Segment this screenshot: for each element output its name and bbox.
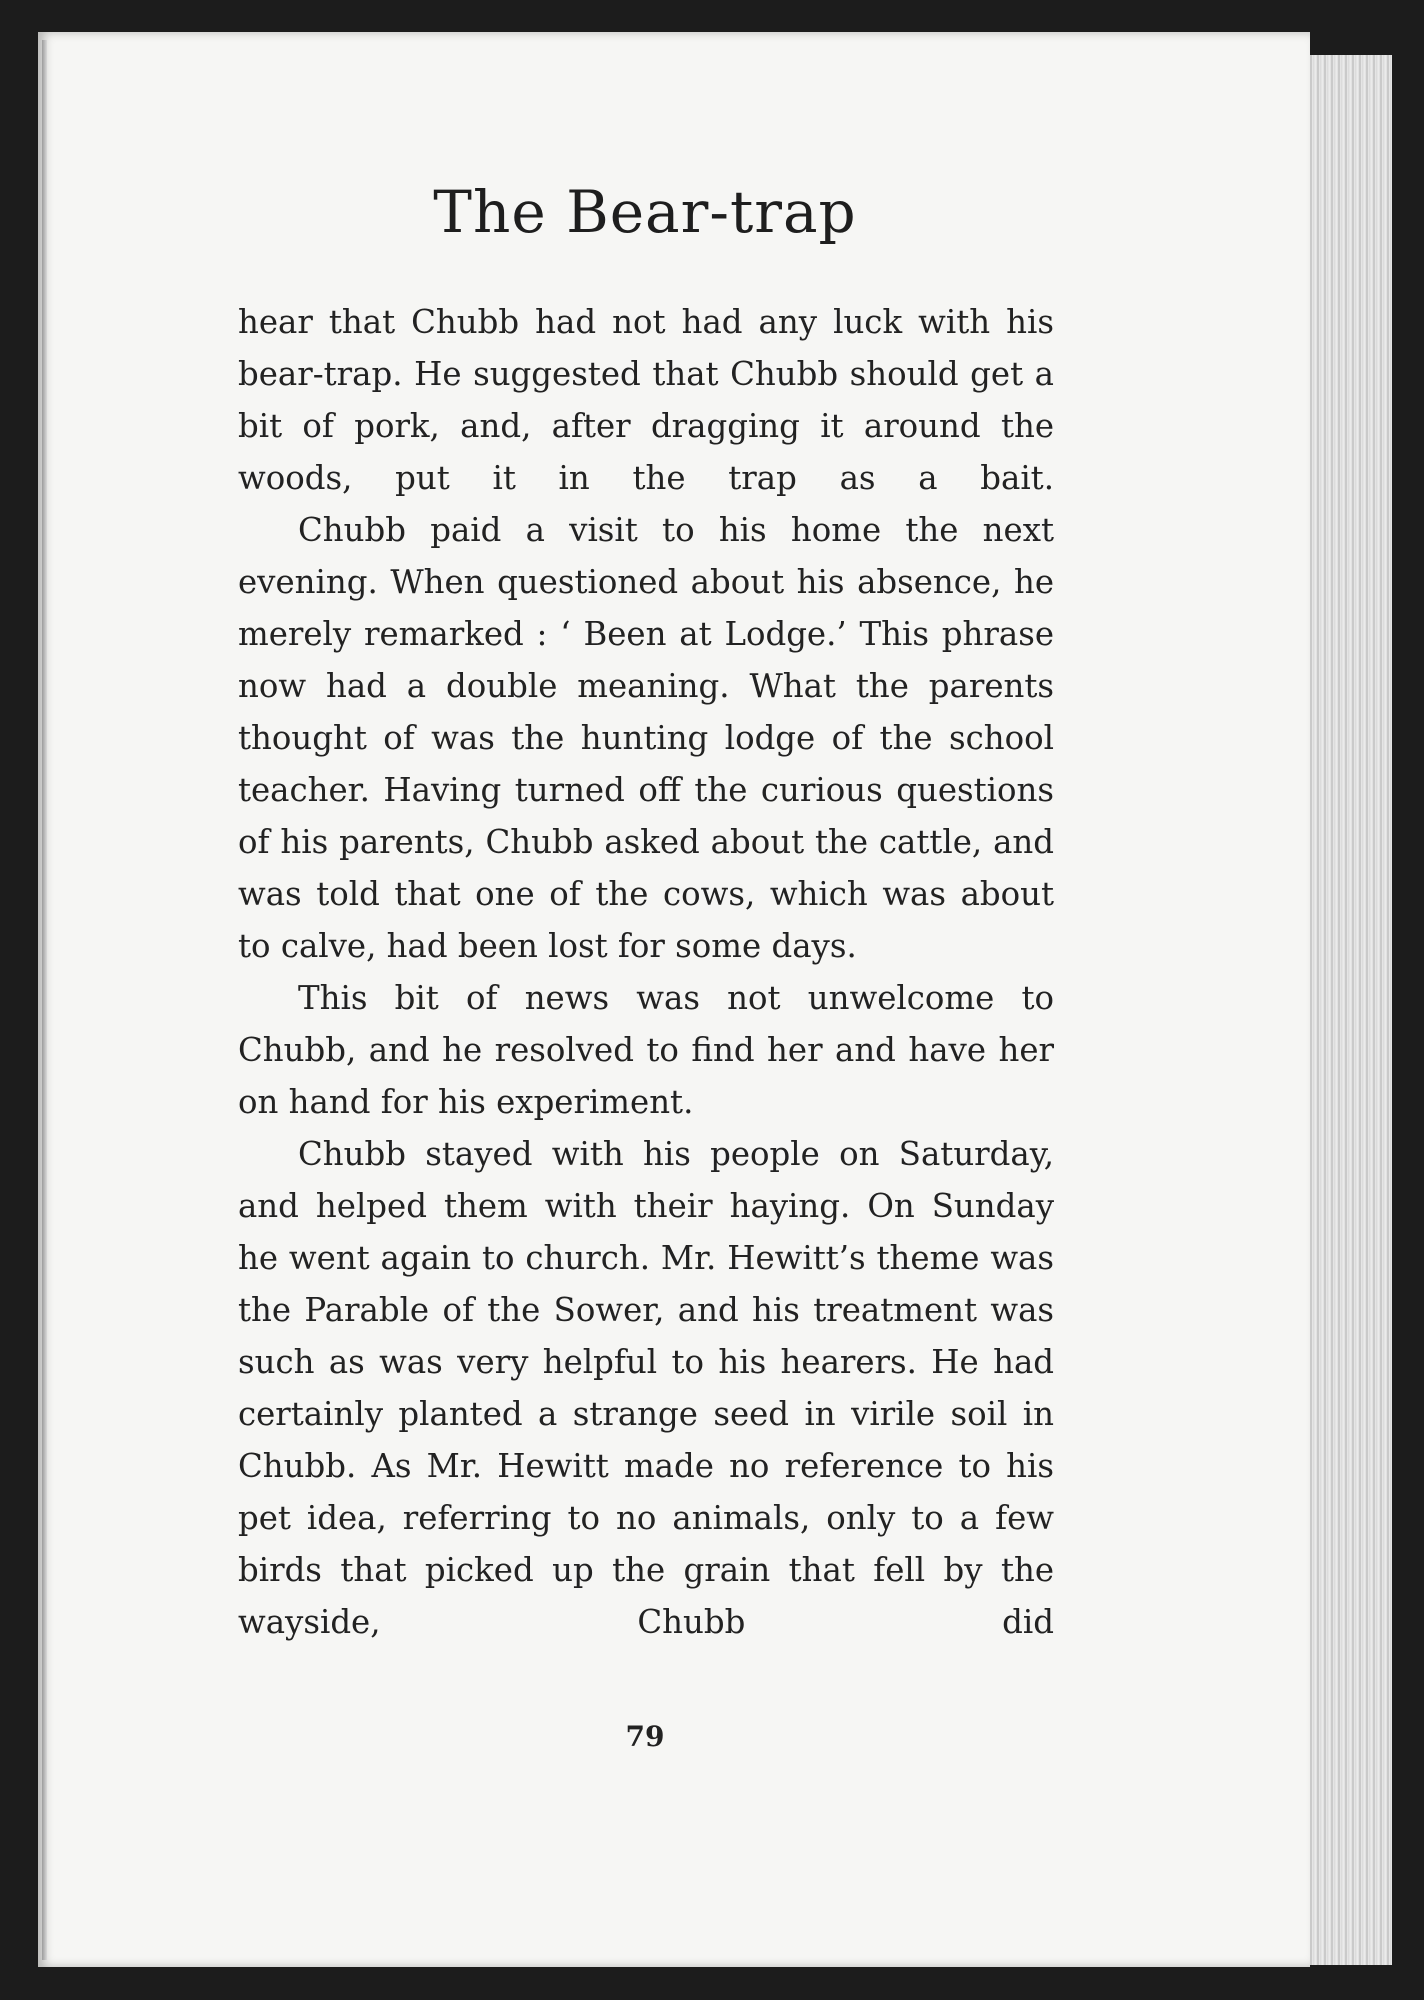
paragraph: Chubb paid a visit to his home the next evening. When questioned about his absence, he merely remarked : ‘ Been at Lodge.’ This phrase now had a double meaning. What the parents thought of was the hunting lodge of the school teacher. Having turned off the curious questions of his parents, Chubb asked about the cattle, and was told that one of the cows, which was about to calve, had been lost for some days.	[238, 511, 1054, 965]
paragraph: This bit of news was not unwelcome to Chubb, and he resolved to find her and have her on hand for his experiment.	[238, 979, 1054, 1121]
page-number: 79	[625, 1720, 665, 1753]
paragraph: hear that Chubb had not had any luck with his bear-trap. He suggested that Chubb should get a bit of pork, and, after dragging it around the woods, put it in the trap as a bait.	[238, 303, 1054, 497]
paragraph: Chubb stayed with his people on Saturday, and helped them with their haying. On Sunday he went again to church. Mr. Hewitt’s theme was the Parable of the Sower, and his treatment was such as was very helpful to his hearers. He had certainly planted a strange seed in virile soil in Chubb. As Mr. Hewitt made no reference to his pet idea, referring to no animals, only to a few birds that picked up the grain that fell by the wayside, Chubb did	[238, 1135, 1054, 1641]
body-text	[238, 296, 1054, 1648]
running-head: The Bear-trap	[433, 178, 857, 246]
binding-gutter	[42, 40, 47, 1960]
